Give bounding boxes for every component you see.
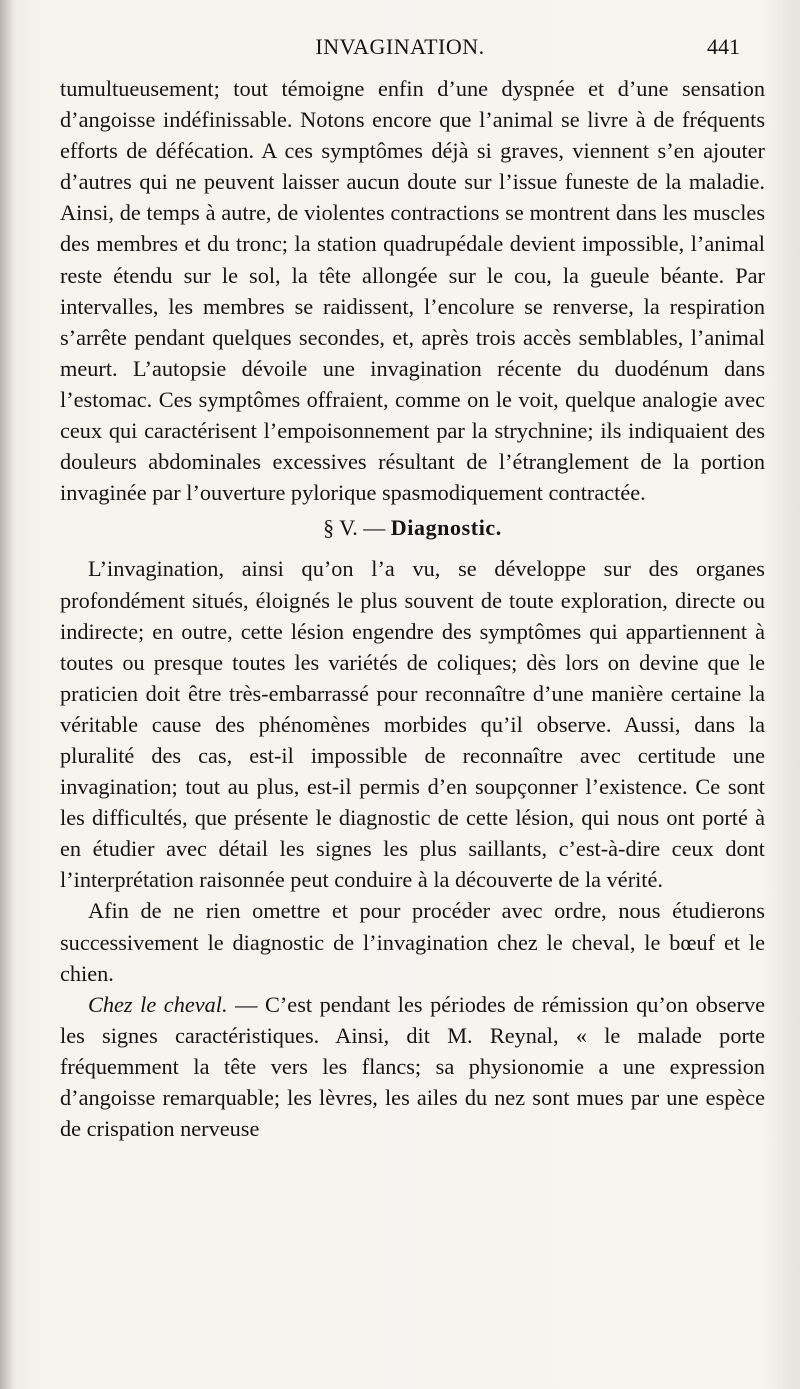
paragraph-horse-lead: Chez le cheval. [88,991,228,1017]
page-edge-shadow [0,0,14,1389]
paragraph-horse [60,989,765,1144]
page-body [60,73,765,1144]
page-number: 441 [707,34,740,59]
paragraph-horse-text: — C’est pendant les périodes de rémission qu’on observe les signes caractéristiques. Ainsi, dit M. Reynal, « le malade porte fréquemment la tête vers les flancs; sa physionomie a une expression d’angoisse remarquable; les lèvres, les ailes du nez sont mues par une espèce de crispation nerveuse [60,991,765,1142]
section-number: § V. — [323,515,386,541]
section-heading [60,512,765,543]
page-header [60,30,740,64]
paragraph-diagnostic-intro: L’invagination, ainsi qu’on l’a vu, se développe sur des organes profondément situés, éloignés le plus souvent de toute exploration, directe ou indirecte; en outre, cette lésion engendre des symptômes qui appartiennent à toutes ou presque toutes les variétés de coliques; dès lors on devine que le praticien doit être très-embarrassé pour reconnaître d’une manière certaine la véritable cause des phénomènes morbides qu’il observe. Aussi, dans la pluralité des cas, est-il impossible de reconnaître avec certitude une invagination; tout au plus, est-il permis d’en soupçonner l’existence. Ce sont les difficultés, que présente le diagnostic de cette lésion, qui nous ont porté à en étudier avec détail les signes les plus saillants, c’est-à-dire ceux dont l’interprétation raisonnée peut conduire à la découverte de la vérité. [60,556,765,893]
paragraph-continuation: tumultueusement; tout témoigne enfin d’une dyspnée et d’une sensation d’angoisse indéfinissable. Notons encore que l’animal se livre à de fréquents efforts de défécation. A ces symptômes déjà si graves, viennent s’en ajouter d’autres qui ne peuvent laisser aucun doute sur l’issue funeste de la maladie. Ainsi, de temps à autre, de violentes contractions se montrent dans les muscles des membres et du tronc; la station quadrupédale devient impossible, l’animal reste étendu sur le sol, la tête allongée sur le cou, la gueule béante. Par intervalles, les membres se raidissent, l’encolure se renverse, la respiration s’arrête pendant quelques secondes, et, après trois accès semblables, l’animal meurt. L’autopsie dévoile une invagination récente du duodénum dans l’estomac. Ces symptômes offraient, comme on le voit, quelque analogie avec ceux qui caractérisent l’empoisonnement par la strychnine; ils indiquaient des douleurs abdominales excessives résultant de l’étranglement de la portion invaginée par l’ouverture pylorique spasmodiquement contractée. [60,76,765,506]
running-head: INVAGINATION. [315,34,485,59]
paragraph-method: Afin de ne rien omettre et pour procéder avec ordre, nous étudierons successivement le diagnostic de l’invagination chez le cheval, le bœuf et le chien. [60,898,765,986]
section-title: Diagnostic. [390,515,502,541]
